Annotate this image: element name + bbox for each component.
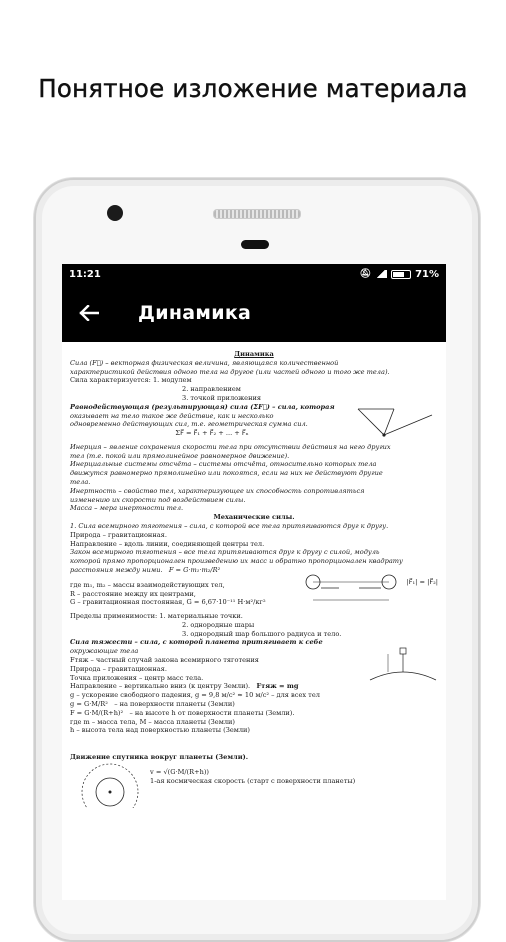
mute-icon: 🔕︎: [359, 269, 372, 279]
doc-line: движутся равномерно прямолинейно или покоятся, если на них не действуют другие: [70, 469, 383, 478]
doc-line: Инерциальные системы отсчёта – системы отсчёта, относительно которых тела: [70, 460, 377, 469]
doc-line: окружающие тела: [70, 647, 139, 656]
two-masses-diagram: [299, 566, 446, 612]
doc-line: Сила характеризуется: 1. модулем: [70, 376, 192, 385]
doc-line: [70, 709, 438, 718]
doc-line: тела.: [70, 477, 91, 486]
doc-line: Точка приложения – центр масс тела.: [70, 673, 204, 682]
back-arrow-icon[interactable]: [66, 284, 112, 342]
doc-line: которой прямо пропорционален произведению их масс и обратно пропорционален квадрату: [70, 557, 403, 566]
planet-height-diagram: [368, 638, 438, 682]
doc-line: Равнодействующая (результирующая) сила (ΣF⃗) – сила, которая: [70, 402, 335, 411]
formula-equal-forces: |F⃗₁| = |F⃗₂|: [406, 577, 438, 586]
doc-line: характеристикой действия одного тела на другое (или частей одного и того же тела).: [70, 367, 390, 376]
satellite-orbit-diagram: [70, 762, 150, 808]
doc-line: Природа – гравитационная.: [70, 530, 167, 539]
doc-formula: ΣF⃗ = F⃗₁ + F⃗₂ + ... + F⃗ₙ: [175, 429, 249, 438]
back-arrow-glyph: [79, 305, 99, 321]
doc-line: Масса – мера инертности тел.: [70, 504, 184, 513]
force-parallelogram-diagram: [354, 403, 438, 443]
doc-subheading: Механические силы.: [213, 513, 295, 522]
document-page: [62, 342, 446, 808]
doc-line: где m₁, m₂ – массы взаимодействующих тел,: [70, 580, 225, 589]
formula-gravity: Fтяж = mg: [256, 682, 299, 691]
doc-line: Сила тяжести – сила, с которой планета притягивает к себе: [70, 638, 323, 647]
headline: Понятное изложение материала: [38, 74, 468, 103]
resultant-block: [70, 403, 438, 443]
battery-icon: [391, 270, 411, 279]
doc-line: 2. однородные шары: [182, 620, 255, 629]
doc-line: R – расстояние между их центрами,: [70, 589, 196, 598]
doc-line: где m – масса тела, M – масса планеты (Земли): [70, 717, 235, 726]
proximity-sensor: [241, 240, 269, 249]
doc-line: Природа – гравитационная.: [70, 664, 167, 673]
satellite-block: [70, 762, 438, 808]
doc-line: g – ускорение свободного падения, g = 9,8 м/с² ≈ 10 м/с² – для всех тел: [70, 691, 320, 700]
doc-heading: Динамика: [234, 350, 274, 358]
signal-icon: [375, 270, 387, 278]
page-title: Динамика: [138, 302, 252, 324]
doc-line: Направление – вдоль линии, соединяющей центры тел.: [70, 539, 265, 548]
doc-line-text: Направление – вертикально вниз (к центру Земли).: [70, 682, 251, 691]
doc-line: [70, 700, 438, 709]
doc-line: 1. Сила всемирного тяготения – сила, с которой все тела притягиваются друг к другу.: [70, 521, 389, 530]
formula-newton: F = G·m₁·m₂/R²: [168, 565, 221, 574]
doc-line: 1-ая космическая скорость (старт с поверхности планеты): [150, 776, 356, 785]
doc-line: Закон всемирного тяготения – все тела притягиваются друг к другу с силой, модуль: [70, 548, 380, 557]
doc-line: Fтяж – частный случай закона всемирного тяготения: [70, 655, 259, 664]
earpiece-speaker: [213, 209, 301, 219]
doc-line: одновременно действующих сил, т.е. геометрическая сумма сил.: [70, 420, 308, 429]
doc-line: 2. направлением: [182, 385, 241, 394]
doc-line-text: расстояния между ними.: [70, 565, 163, 574]
gravitation-block: [70, 566, 438, 612]
doc-line: изменению их скорости под воздействием силы.: [70, 495, 246, 504]
doc-line: Пределы применимости: 1. материальные точки.: [70, 611, 243, 620]
doc-line: тел (т.е. покой или прямолинейное равномерное движение).: [70, 451, 290, 460]
doc-line: Сила (F⃗) – векторная физическая величина, являющаяся количественной: [70, 358, 339, 367]
phone-screen: [62, 264, 446, 900]
status-time: 11:21: [69, 268, 101, 280]
doc-line: оказывает на тело такое же действие, как и несколько: [70, 411, 274, 420]
doc-line: [70, 566, 299, 575]
doc-line-text: – на поверхности планеты (Земли): [114, 699, 235, 708]
battery-percent: 71%: [415, 268, 439, 280]
doc-line: Инертность – свойство тел, характеризующее их способность сопротивляться: [70, 486, 365, 495]
doc-line: G – гравитационная постоянная, G = 6,67·10⁻¹¹ Н·м²/кг²: [70, 598, 266, 607]
doc-line-text: – на высоте h от поверхности планеты (Земли).: [129, 708, 295, 717]
doc-line: h – высота тела над поверхностью планеты (Земли): [70, 726, 251, 735]
doc-line: Инерция – явление сохранения скорости тела при отсутствии действия на него других: [70, 442, 391, 451]
gravity-block: [70, 638, 438, 691]
status-bar: [62, 264, 446, 284]
doc-line: 3. точкой приложения: [182, 393, 262, 402]
front-camera: [107, 205, 123, 221]
formula-orbital-speed: v = √(G·M/(R+h)): [150, 767, 210, 776]
formula-g-height: F = G·M/(R+h)²: [70, 708, 124, 717]
status-icons: [360, 269, 439, 280]
doc-line: 3. однородный шар большого радиуса и тело.: [182, 629, 342, 638]
app-bar: [62, 284, 446, 342]
doc-line: [70, 682, 368, 691]
doc-subheading: Движение спутника вокруг планеты (Земли).: [70, 753, 249, 762]
formula-g-surface: g = G·M/R²: [70, 699, 108, 708]
